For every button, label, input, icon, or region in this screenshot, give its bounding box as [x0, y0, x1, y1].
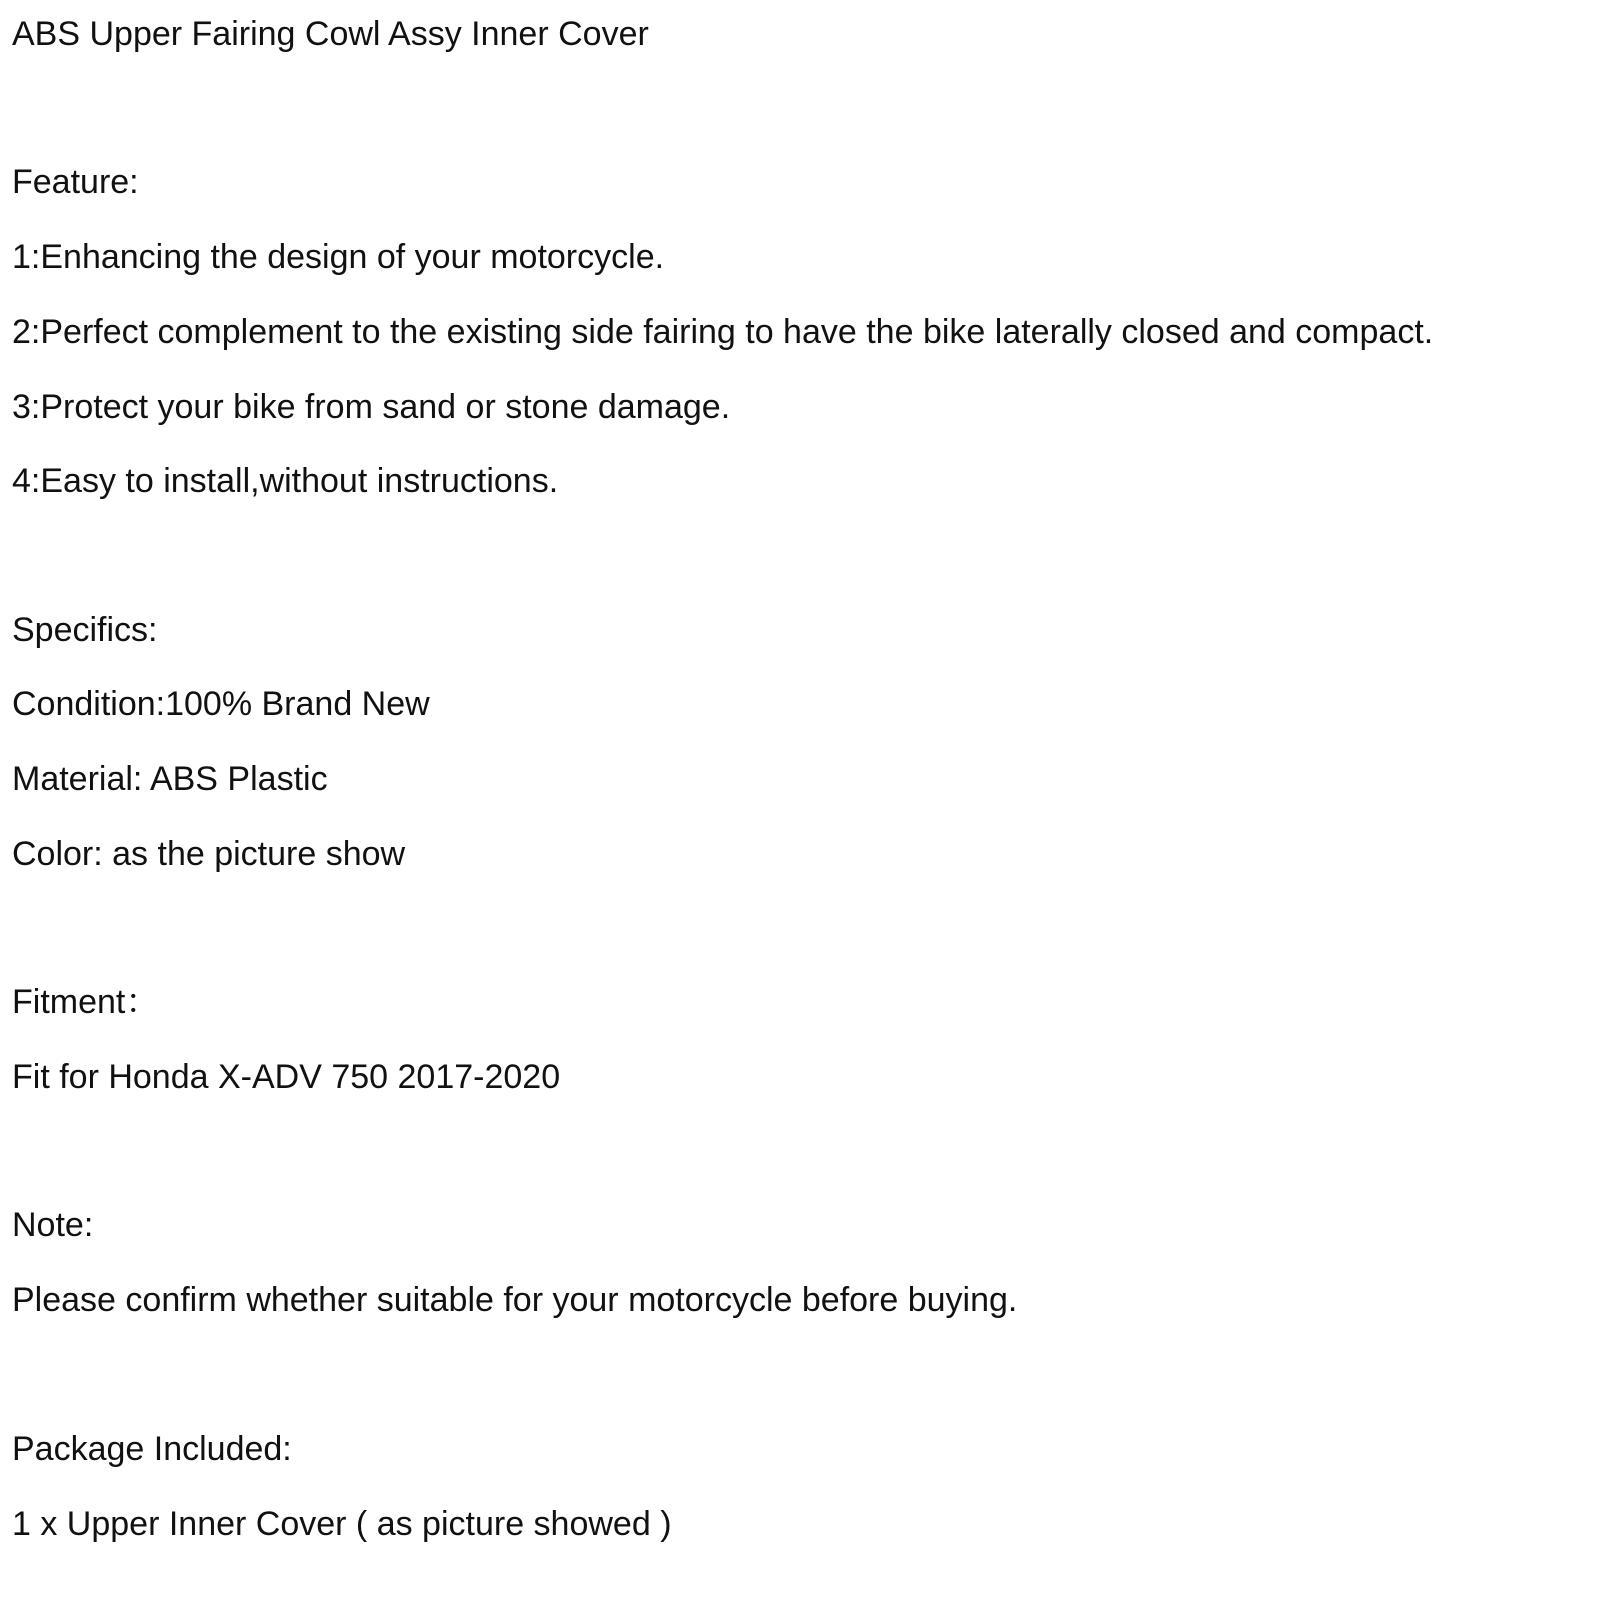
package-text: 1 x Upper Inner Cover ( as picture showed )	[12, 1505, 672, 1543]
specifics-heading: Specifics:	[12, 611, 158, 649]
product-description	[12, 0, 1592, 1600]
feature-heading: Feature:	[12, 163, 139, 201]
feature-item-2: 2:Perfect complement to the existing side fairing to have the bike laterally closed and compact.	[12, 313, 1434, 351]
feature-item-4: 4:Easy to install,without instructions.	[12, 462, 559, 500]
fitment-text: Fit for Honda X-ADV 750 2017-2020	[12, 1058, 561, 1096]
note-heading: Note:	[12, 1206, 94, 1244]
spec-condition: Condition:100% Brand New	[12, 685, 430, 723]
spec-material: Material: ABS Plastic	[12, 760, 328, 798]
spec-color: Color: as the picture show	[12, 835, 406, 873]
product-title: ABS Upper Fairing Cowl Assy Inner Cover	[12, 15, 649, 53]
fitment-heading: Fitment：	[12, 983, 160, 1021]
package-heading: Package Included:	[12, 1430, 292, 1468]
feature-item-1: 1:Enhancing the design of your motorcycle.	[12, 238, 665, 276]
feature-item-3: 3:Protect your bike from sand or stone damage.	[12, 388, 731, 426]
note-text: Please confirm whether suitable for your motorcycle before buying.	[12, 1281, 1018, 1319]
